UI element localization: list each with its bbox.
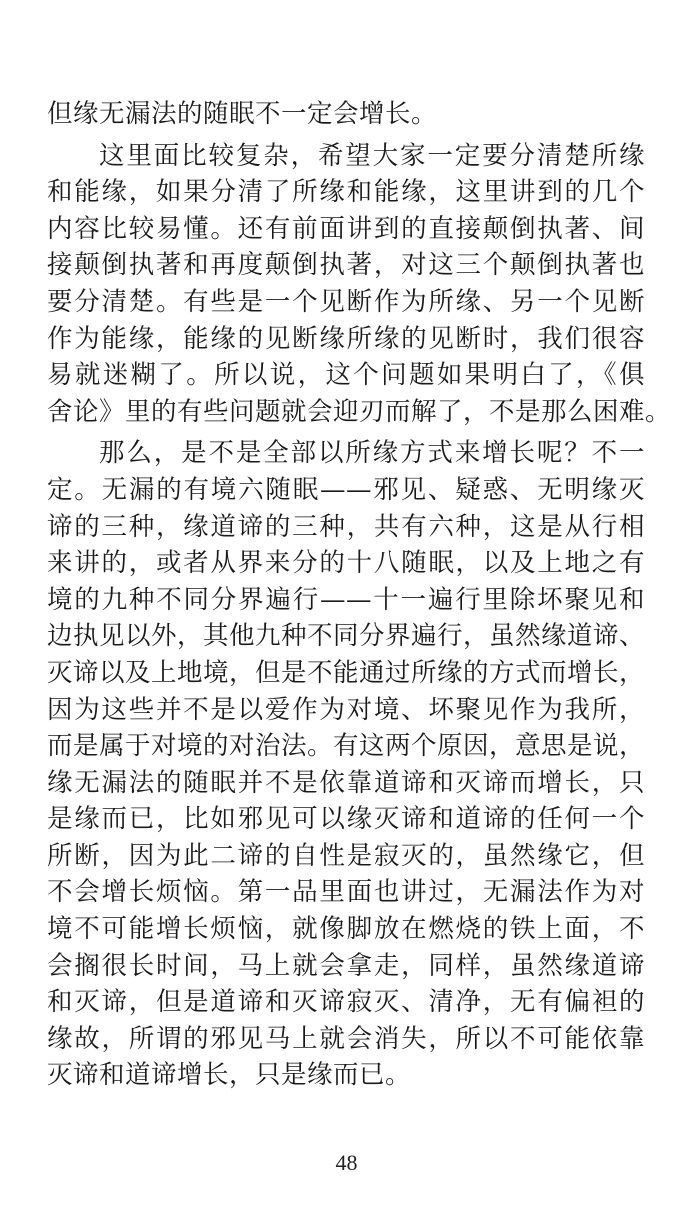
text-line: 来讲的，或者从界来分的十八随眠，以及上地之有 — [47, 548, 645, 579]
text-line: 内容比较易懂。还有前面讲到的直接颠倒执著、间 — [47, 213, 645, 244]
text-line: 会搁很长时间，马上就会拿走，同样，虽然缘道谛 — [47, 950, 645, 981]
text-line: 不会增长烦恼。第一品里面也讲过，无漏法作为对 — [47, 877, 645, 908]
text-line: 那么，是不是全部以所缘方式来增长呢？不一 — [99, 438, 645, 469]
text-line: 这里面比较复杂，希望大家一定要分清楚所缘 — [99, 140, 645, 171]
text-line: 而是属于对境的对治法。有这两个原因，意思是说， — [47, 731, 646, 762]
text-line: 谛的三种，缘道谛的三种，共有六种，这是从行相 — [47, 511, 645, 542]
text-line: 但缘无漏法的随眠不一定会增长。 — [47, 99, 438, 129]
text-line: 缘故，所谓的邪见马上就会消失，所以不可能依靠 — [47, 1023, 645, 1054]
text-line: 易就迷糊了。所以说，这个问题如果明白了，《俱 — [47, 360, 645, 391]
paragraph — [47, 435, 645, 1094]
body-text — [47, 96, 672, 1094]
text-line: 灭谛和道谛增长，只是缘而已。 — [47, 1060, 412, 1091]
text-line: 要分清楚。有些是一个见断作为所缘、另一个见断 — [47, 286, 645, 317]
paragraph — [47, 96, 645, 133]
text-line: 和能缘，如果分清了所缘和能缘，这里讲到的几个 — [47, 177, 645, 208]
text-line: 接颠倒执著和再度颠倒执著，对这三个颠倒执著也 — [47, 250, 645, 281]
text-line: 因为这些并不是以爱作为对境、坏聚见作为我所， — [47, 694, 645, 725]
text-line: 境的九种不同分界遍行——十一遍行里除坏聚见和 — [47, 584, 645, 615]
text-line: 定。无漏的有境六随眠——邪见、疑惑、无明缘灭 — [47, 474, 645, 505]
text-line: 作为能缘，能缘的见断缘所缘的见断时，我们很容 — [47, 323, 645, 354]
text-line: 灭谛以及上地境，但是不能通过所缘的方式而增长， — [47, 657, 646, 688]
text-line: 舍论》里的有些问题就会迎刃而解了，不是那么困难。 — [47, 396, 672, 427]
paragraph — [47, 138, 672, 431]
text-line: 缘无漏法的随眠并不是依靠道谛和灭谛而增长，只 — [47, 767, 645, 798]
text-line: 边执见以外，其他九种不同分界遍行，虽然缘道谛、 — [47, 621, 646, 652]
text-line: 境不可能增长烦恼，就像脚放在燃烧的铁上面，不 — [47, 914, 645, 945]
page-number: 48 — [335, 1150, 358, 1175]
text-line: 和灭谛，但是道谛和灭谛寂灭、清净，无有偏袒的 — [47, 987, 645, 1018]
text-line: 是缘而已，比如邪见可以缘灭谛和道谛的任何一个 — [47, 804, 645, 835]
text-line: 所断，因为此二谛的自性是寂灭的，虽然缘它，但 — [47, 840, 645, 871]
